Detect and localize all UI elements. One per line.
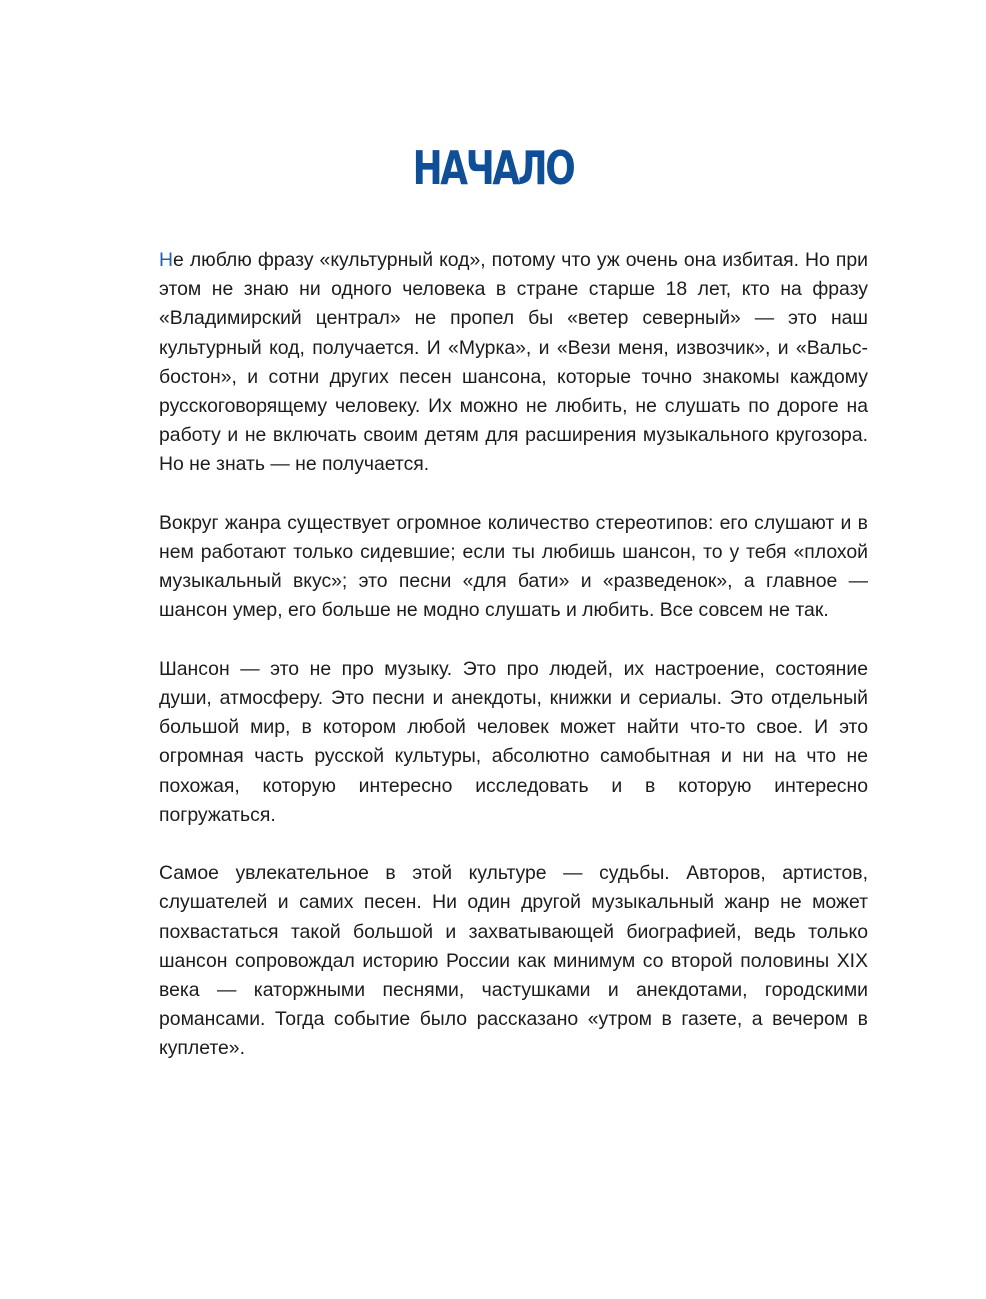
paragraph-1 xyxy=(159,246,868,480)
chapter-body xyxy=(159,246,868,1093)
paragraph-2: Вокруг жанра существует огромное количество стереотипов: его слушают и в нем работают только сидевшие; если ты любишь шансон, то у тебя «плохой музыкальный вкус»; это песни «для бати» и «разведенок», а главное — шансон умер, его больше не модно слушать и любить. Все совсем не так. xyxy=(159,511,868,622)
paragraph-1-text: е люблю фразу «культурный код», потому что уж очень она избитая. Но при этом не знаю ни одного человека в стране старше 18 лет, кто на фразу «Владимирский централ» не пропел бы «ветер северный» — это наш культурный код, получается. И «Мурка», и «Вези меня, извозчик», и «Вальс-бостон», и сотни других песен шансона, которые точно знакомы каждому русскоговорящему человеку. Их можно не любить, не слушать по дороге на работу и не включать своим детям для расширения музыкального кругозора. Но не знать — не получается. xyxy=(159,249,868,476)
drop-cap-letter: Н xyxy=(159,249,174,271)
paragraph-4: Самое увлекательное в этой культуре — судьбы. Авторов, артистов, слушателей и самих песен. Ни один другой музыкальный жанр не может похвастаться такой большой и захватывающей биографией, ведь только шансон сопровождал историю России как минимум со второй половины XIX века — каторжными песнями, частушками и анекдотами, городскими романсами. Тогда событие было рассказано «утром в газете, а вечером в куплете». xyxy=(159,862,868,1060)
paragraph-3: Шансон — это не про музыку. Это про людей, их настроение, состояние души, атмосферу. Это песни и анекдоты, книжки и сериалы. Это отдельный большой мир, в котором любой человек может найти что-то свое. И это огромная часть русской культуры, абсолютно самобытная и ни на что не похожая, которую интересно исследовать и в которую интересно погружаться. xyxy=(159,657,868,826)
chapter-title: НАЧАЛО xyxy=(412,141,574,195)
